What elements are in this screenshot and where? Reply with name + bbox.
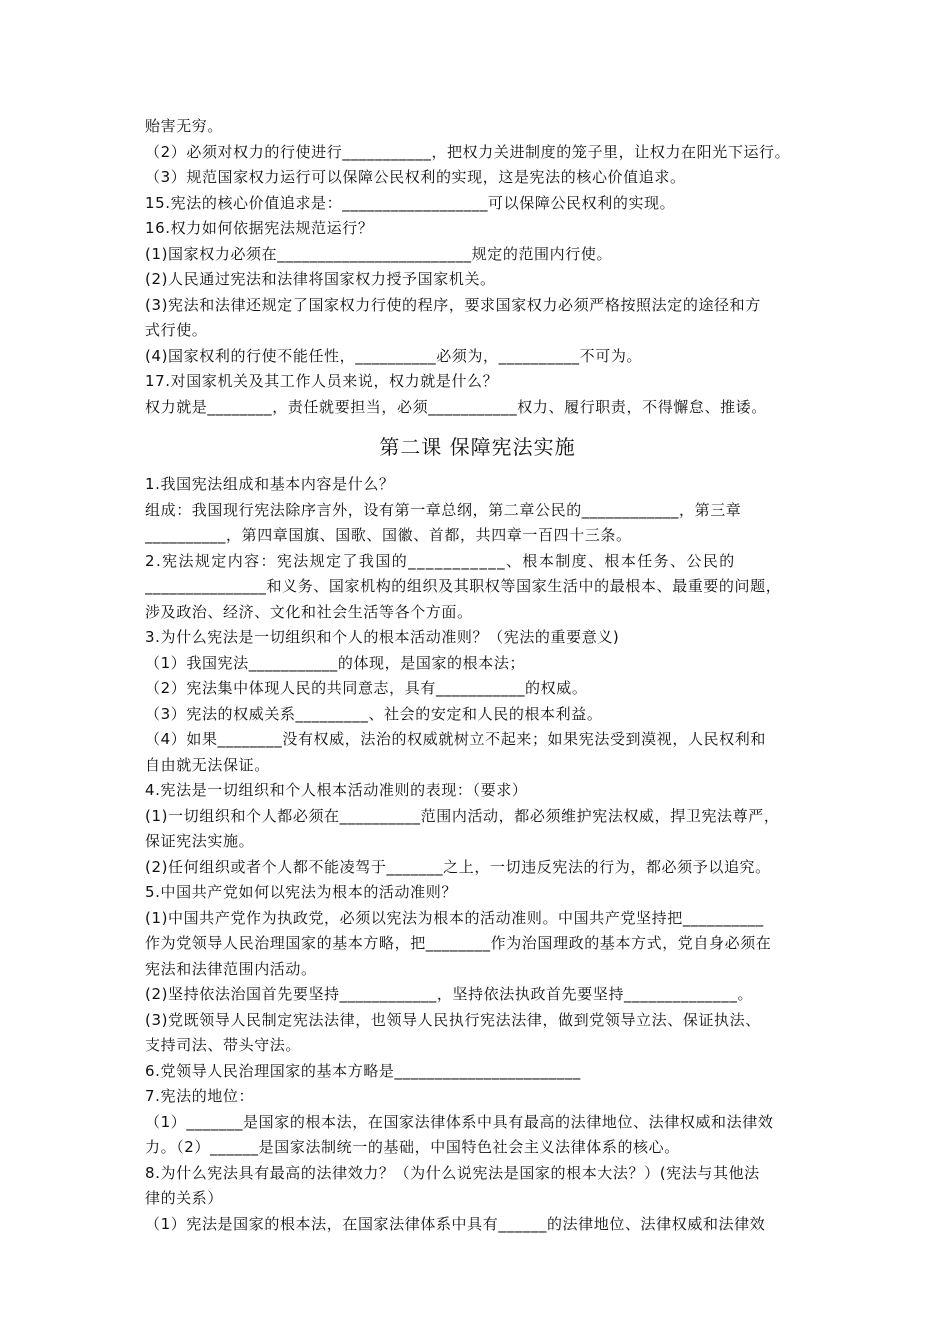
question-heading: 7.宪法的地位：: [145, 1087, 255, 1105]
document-body: [145, 114, 810, 1237]
text-line: 支持司法、带头守法。: [145, 1036, 302, 1054]
text-line: (1)国家权力必须在________________________规定的范围内行使。: [145, 244, 613, 263]
question-heading: 3.为什么宪法是一切组织和个人的根本活动准则？（宪法的重要意义): [145, 628, 620, 646]
question-heading: 4.宪法是一切组织和个人根本活动准则的表现：（要求）: [145, 781, 528, 799]
text-line: 律的关系）: [145, 1189, 224, 1207]
text-line: 作为党领导人民治理国家的基本方略，把________作为治国理政的基本方式，党自身必须在: [145, 934, 772, 952]
text-line: (1)中国共产党作为执政党，必须以宪法为根本的活动准则。中国共产党坚持把__________: [145, 908, 764, 927]
text-line: （2）必须对权力的行使进行___________，把权力关进制度的笼子里，让权力在阳光下运行。: [145, 142, 791, 161]
text-line: （1）宪法是国家的根本法，在国家法律体系中具有______的法律地位、法律权威和法律效: [145, 1214, 766, 1233]
text-line: （1）_______是国家的根本法，在国家法律体系中具有最高的法律地位、法律权威和法律效: [145, 1112, 774, 1131]
text-line: 权力就是________，责任就要担当，必须___________权力、履行职责，不得懈怠、推诿。: [145, 397, 767, 416]
text-line: 保证宪法实施。: [145, 832, 255, 850]
text-line: （1）我国宪法___________的体现，是国家的根本法；: [145, 653, 526, 672]
text-line: 式行使。: [145, 321, 208, 339]
text-line: (4)国家权利的行使不能任性，__________必须为，__________不可为。: [145, 346, 643, 365]
text-line: (3)党既领导人民制定宪法法律，也领导人民执行宪法法律，做到党领导立法、保证执法、: [145, 1010, 761, 1029]
text-line: __________，第四章国旗、国歌、国徽、首都，共四章一百四十三条。: [145, 526, 632, 544]
text-line: 涉及政治、经济、文化和社会生活等各个方面。: [145, 602, 473, 621]
text-line: 组成：我国现行宪法除序言外，设有第一章总纲，第二章公民的____________，第三章: [145, 500, 742, 519]
text-line: （2）宪法集中体现人民的共同意志，具有___________的权威。: [145, 679, 588, 697]
text-line: （3）宪法的权威关系_________、社会的安定和人民的根本利益。: [145, 704, 603, 723]
question-heading: 17.对国家机关及其工作人员来说，权力就是什么？: [145, 372, 499, 390]
text-line: (1)一切组织和个人都必须在__________范围内活动，都必须维护宪法权威，捍卫宪法尊严，: [145, 806, 780, 825]
text-line: 宪法和法律范围内活动。: [145, 959, 317, 978]
text-line: 2.宪法规定内容：宪法规定了我国的___________、根本制度、根本任务、公民的: [145, 551, 736, 570]
text-line: (2)任何组织或者个人都不能凌驾于_______之上，一切违反宪法的行为，都必须予以追究。: [145, 857, 771, 876]
text-line: 力。（2）______是国家法制统一的基础，中国特色社会主义法律体系的核心。: [145, 1138, 680, 1156]
question-heading: 8.为什么宪法具有最高的法律效力？（为什么说宪法是国家的根本大法？）(宪法与其他法: [145, 1163, 760, 1182]
question-heading: 1.我国宪法组成和基本内容是什么？: [145, 475, 395, 493]
text-line: _______________和义务、国家机构的组织及其职权等国家生活中的最根本、最重要的问题，: [145, 577, 782, 595]
text-line: 15.宪法的核心价值追求是：__________________可以保障公民权利的实现。: [145, 193, 676, 212]
question-heading: 6.党领导人民治理国家的基本方略是_______________________: [145, 1061, 581, 1080]
lesson-title: 第二课 保障宪法实施: [379, 435, 576, 459]
question-heading: 16.权力如何依据宪法规范运行？: [145, 219, 374, 237]
question-heading: 5.中国共产党如何以宪法为根本的活动准则？: [145, 883, 457, 901]
text-line: （3）规范国家权力运行可以保障公民权利的实现，这是宪法的核心价值追求。: [145, 168, 686, 186]
text-line: (2)坚持依法治国首先要坚持____________，坚持依法执政首先要坚持______________。: [145, 985, 754, 1003]
text-line: （4）如果________没有权威，法治的权威就树立不起来；如果宪法受到漠视，人民权利和: [145, 730, 766, 748]
text-line: 自由就无法保证。: [145, 755, 270, 774]
text-line: (2)人民通过宪法和法律将国家权力授予国家机关。: [145, 270, 496, 288]
text-line: (3)宪法和法律还规定了国家权力行使的程序，要求国家权力必须严格按照法定的途径和方: [145, 295, 761, 314]
text-line: 贻害无穷。: [145, 117, 224, 135]
